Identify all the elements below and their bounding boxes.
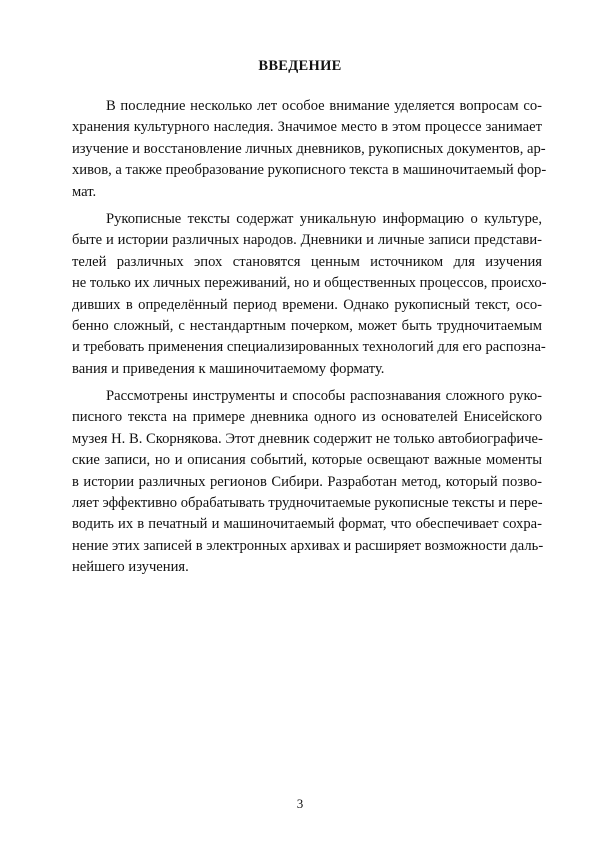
text-line: ские записи, но и описания событий, которые освещают важные моменты [72, 452, 542, 469]
paragraph-2 [72, 209, 547, 380]
text-line: вания и приведения к машиночитаемому формату. [72, 360, 385, 377]
text-line: в истории различных регионов Сибири. Разработан метод, который позво- [72, 473, 542, 490]
text-line: водить их в печатный и машиночитаемый формат, что обеспечивает сохра- [72, 516, 542, 533]
paragraph-1 [72, 96, 547, 203]
text-line: Рукописные тексты содержат уникальную информацию о культуре, [106, 210, 542, 227]
text-line: писного текста на примере дневника одного из основателей Енисейского [72, 409, 542, 426]
text-line: В последние несколько лет особое внимание уделяется вопросам со- [106, 98, 542, 114]
text-line: музея Н. В. Скорнякова. Этот дневник содержит не только автобиографиче- [72, 430, 543, 447]
text-line: нейшего изучения. [72, 559, 189, 576]
text-line: бенно сложный, с нестандартным почерком, может быть трудночитаемым [72, 317, 542, 334]
text-line: телей различных эпох становятся ценным источником для изучения [72, 253, 542, 270]
text-line: нение этих записей в электронных архивах и расширяет возможности даль- [72, 537, 544, 554]
text-line: дивших в определённый период времени. Однако рукописный текст, осо- [72, 296, 542, 313]
text-line: хивов, а также преобразование рукописного текста в машиночитаемый фор- [72, 162, 547, 179]
text-line: и требовать применения специализированных технологий для его распозна- [72, 339, 546, 356]
text-line: быте и истории различных народов. Дневники и личные записи представи- [72, 232, 542, 249]
text-line: изучение и восстановление личных дневников, рукописных документов, ар- [72, 140, 546, 157]
page-title: ВВЕДЕНИЕ [258, 58, 342, 74]
paragraph-3 [72, 386, 542, 579]
text-line: ляет эффективно обрабатывать трудночитаемые рукописные тексты и пере- [72, 495, 543, 512]
page-number: 3 [296, 796, 304, 811]
text-line: хранения культурного наследия. Значимое место в этом процессе занимает [72, 119, 542, 136]
text-line: Рассмотрены инструменты и способы распознавания сложного руко- [106, 388, 542, 405]
text-line: мат. [72, 183, 97, 200]
text-line: не только их личных переживаний, но и общественных процессов, происхо- [72, 275, 547, 292]
body-text [72, 96, 547, 585]
